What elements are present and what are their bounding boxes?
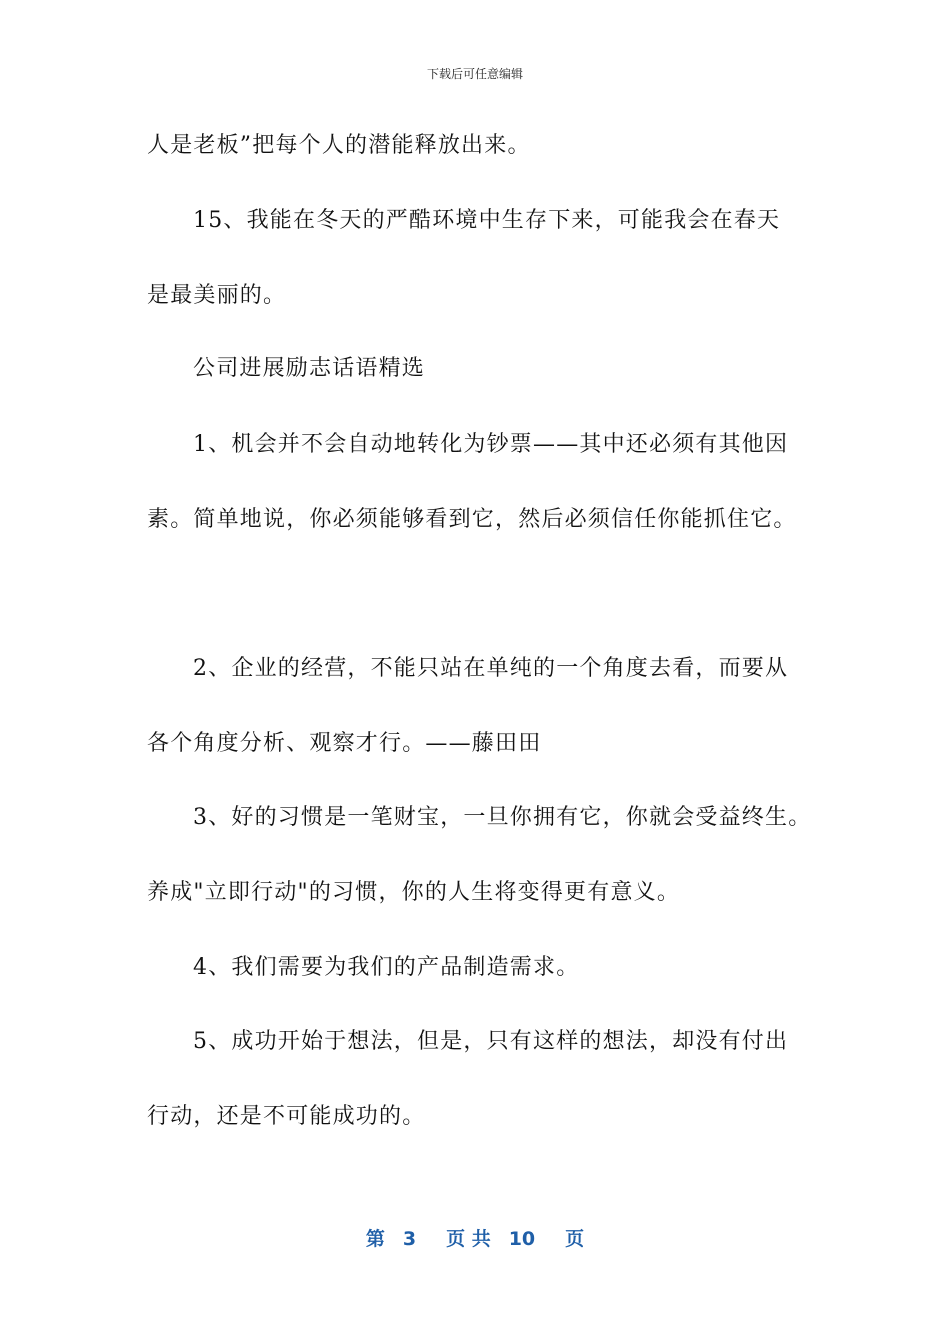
body-line-1: 人是老板”把每个人的潜能释放出来。: [147, 133, 531, 158]
page-header: 下载后可任意编辑: [426, 67, 523, 81]
footer-middle: 页 共: [446, 1228, 491, 1250]
body-line-7: 2、企业的经营，不能只站在单纯的一个角度去看，而要从: [193, 656, 789, 681]
footer-suffix: 页: [565, 1228, 585, 1250]
body-line-5: 1、机会并不会自动地转化为钞票——其中还必须有其他因: [193, 432, 789, 457]
body-line-11: 4、我们需要为我们的产品制造需求。: [193, 955, 580, 980]
body-line-12: 5、成功开始于想法，但是，只有这样的想法，却没有付出: [193, 1029, 789, 1054]
body-line-13: 行动，还是不可能成功的。: [147, 1104, 426, 1129]
body-line-2: 15、我能在冬天的严酷环境中生存下来，可能我会在春天: [193, 208, 781, 233]
body-line-8: 各个角度分析、观察才行。——藤田田: [147, 731, 542, 756]
footer-current-page: 3: [402, 1228, 417, 1250]
page-footer: [0, 1226, 950, 1252]
footer-prefix: 第: [365, 1228, 385, 1250]
body-line-9: 3、好的习惯是一笔财宝，一旦你拥有它，你就会受益终生。: [193, 805, 812, 830]
body-line-6: 素。简单地说，你必须能够看到它，然后必须信任你能抓住它。: [147, 507, 797, 532]
footer-total-pages: 10: [508, 1228, 536, 1250]
section-heading: 公司进展励志话语精选: [193, 356, 426, 381]
body-line-3: 是最美丽的。: [147, 283, 287, 308]
body-line-10: 养成"立即行动"的习惯，你的人生将变得更有意义。: [147, 880, 681, 905]
